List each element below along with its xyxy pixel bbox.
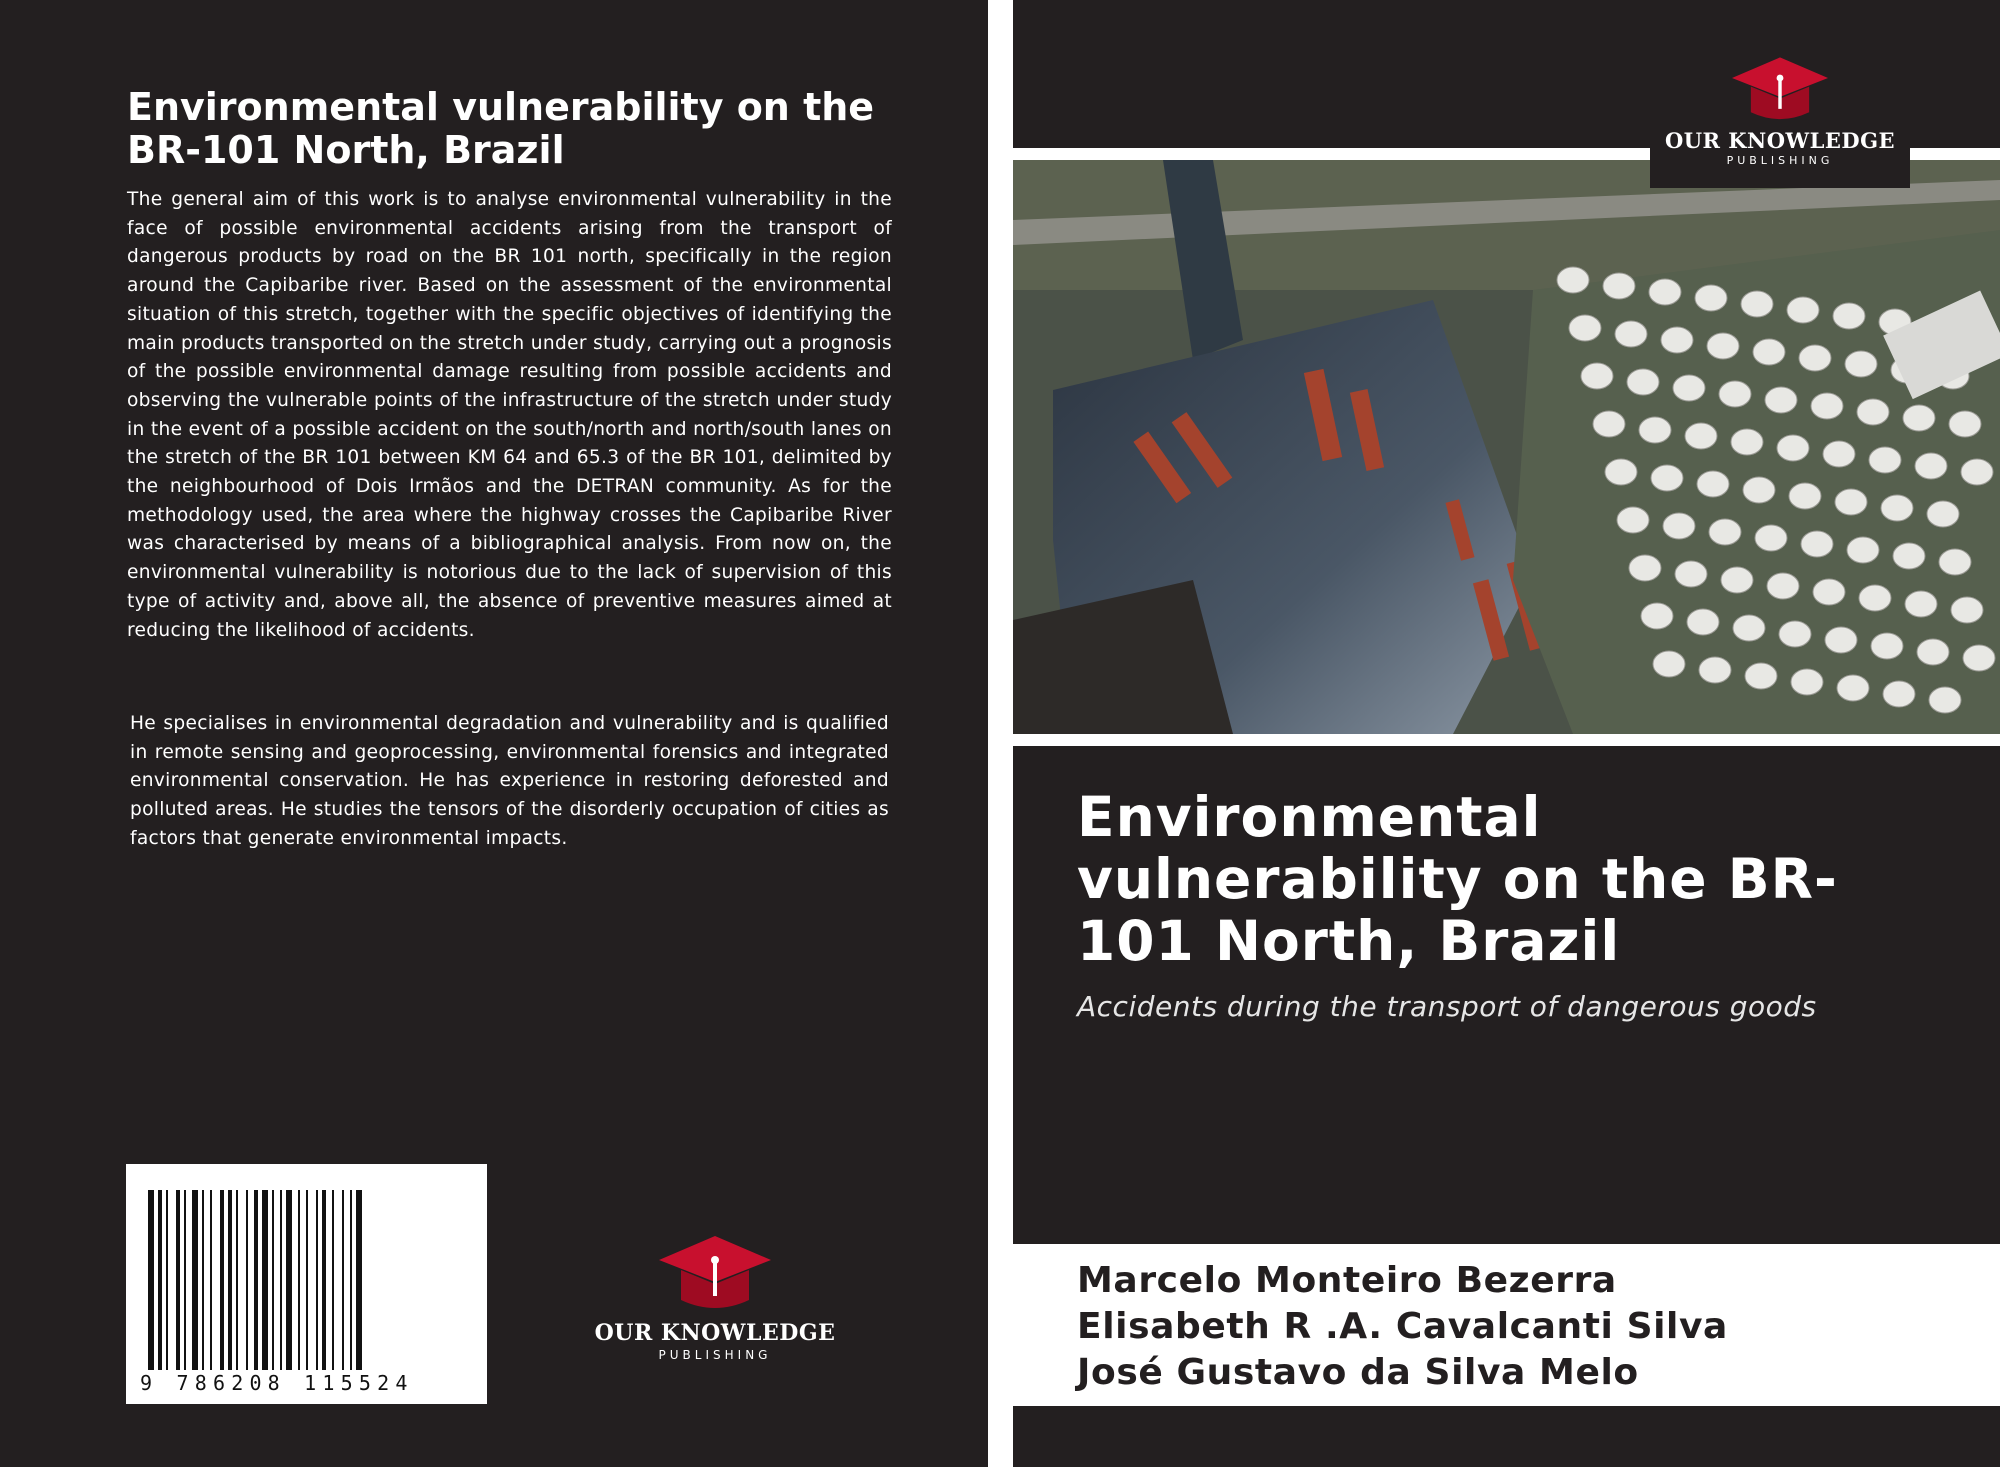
- front-title-panel: [1013, 746, 2000, 1244]
- front-cover: [1013, 0, 2000, 1467]
- spine-gap: [988, 0, 1013, 1467]
- author-name: José Gustavo da Silva Melo: [1077, 1352, 1639, 1393]
- book-description: The general aim of this work is to analyse environmental vulnerability in the face of possible environmental accidents arising from the transport of dangerous products by road on the BR 101 north, specifically in the region around the Capibaribe river. Based on the assessment of the environmental situation of this stretch, together with the specific objectives of identifying the main products transported on the stretch under study, carrying out a prognosis of the possible environmental damage resulting from possible accidents and observing the vulnerable points of the infrastructure of the stretch under study in the event of a possible accident on the south/north and north/south lanes on the stretch of the BR 101 between KM 64 and 65.3 of the BR 101, delimited by the neighbourhood of Dois Irmãos and the DETRAN community. As for the methodology used, the area where the highway crosses the Capibaribe River was characterised by means of a bibliographical analysis. From now on, the environmental vulnerability is notorious due to the lack of supervision of this type of activity and, above all, the absence of preventive measures aimed at reducing the likelihood of accidents.: [127, 189, 892, 641]
- isbn-barcode: [126, 1164, 487, 1404]
- aerial-port-photo: [1013, 160, 2000, 734]
- isbn-digits: 9 786208 115524: [140, 1371, 414, 1395]
- front-cover-title: Environmental vulnerability on the BR-101 North, Brazil: [1077, 785, 1838, 973]
- publisher-logo-back: [590, 1232, 840, 1362]
- back-cover: [0, 0, 988, 1467]
- publisher-sub: PUBLISHING: [1726, 154, 1834, 167]
- author-bio: He specialises in environmental degradation and vulnerability and is qualified in remote sensing and geoprocessing, environmental forensics and integrated environmental conservation. He has experience in restoring deforested and polluted areas. He studies the tensors of the disorderly occupation of cities as factors that generate environmental impacts.: [130, 713, 889, 849]
- graduation-cap-icon: [1725, 54, 1835, 126]
- front-bottom-band: [1013, 1406, 2000, 1467]
- publisher-name: OUR KNOWLEDGE: [594, 1320, 836, 1346]
- publisher-logo-box: [1650, 40, 1910, 188]
- publisher-sub: PUBLISHING: [658, 1348, 772, 1362]
- aerial-port-photo-icon: [1013, 160, 2000, 734]
- front-cover-subtitle: Accidents during the transport of dangerous goods: [1077, 990, 1817, 1023]
- author-name: Elisabeth R .A. Cavalcanti Silva: [1077, 1306, 1728, 1347]
- author-name: Marcelo Monteiro Bezerra: [1077, 1260, 1617, 1301]
- graduation-cap-icon: [655, 1232, 775, 1316]
- barcode-icon: [126, 1164, 487, 1404]
- publisher-name: OUR KNOWLEDGE: [1664, 128, 1896, 153]
- publisher-logo-front: [1650, 54, 1910, 167]
- author-list: [1077, 1258, 1977, 1396]
- back-cover-title: Environmental vulnerability on the BR-101 North, Brazil: [127, 85, 875, 172]
